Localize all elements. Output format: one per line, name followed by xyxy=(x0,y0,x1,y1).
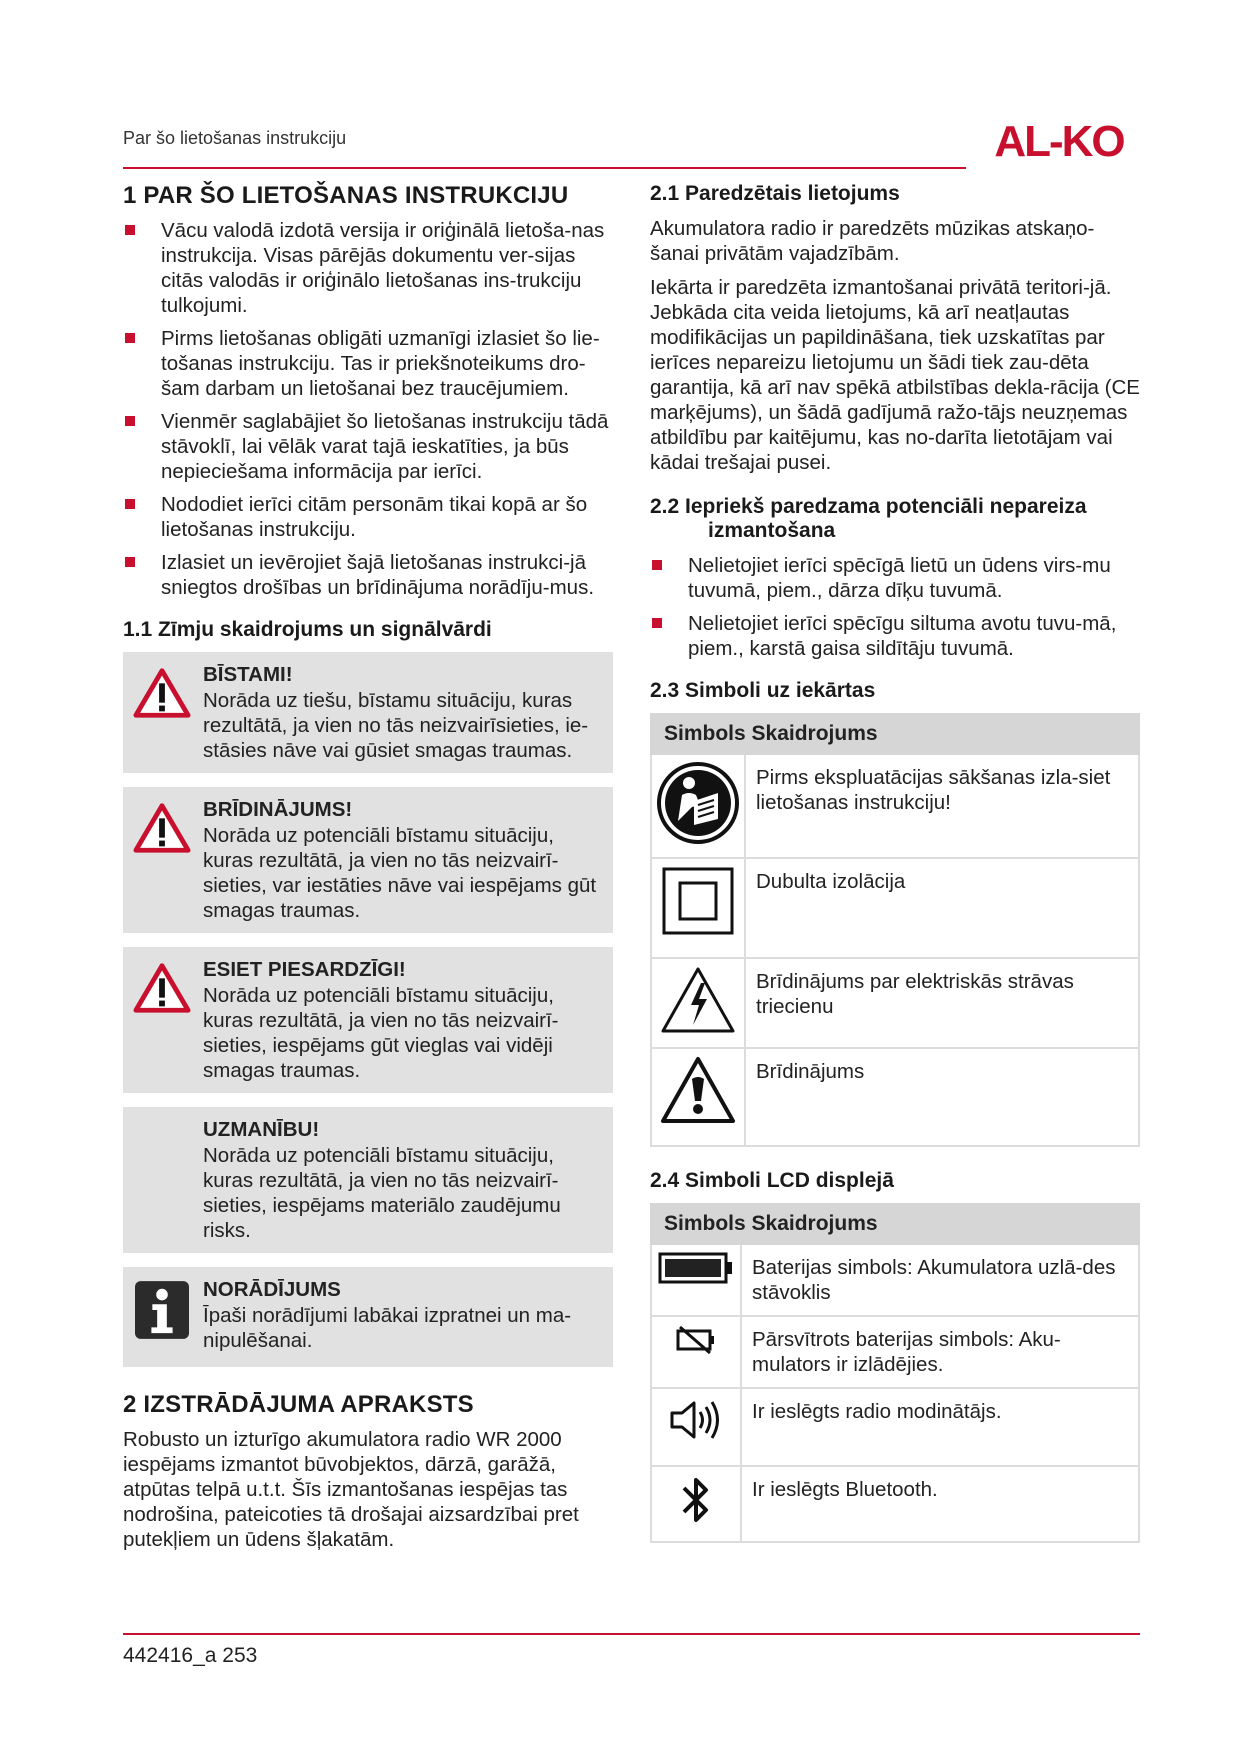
list-item: Vācu valodā izdotā versija ir oriģinālā lietoša-nas instrukcija. Visas pārējās dokumentu ver-sijas citās valodās ir oriģinālo lietošanas ins-trukciju tulkojumi. xyxy=(123,218,613,318)
table-row xyxy=(651,858,1139,958)
bluetooth-icon xyxy=(679,1473,713,1527)
warning-triangle-icon xyxy=(133,666,191,720)
device-symbols-table xyxy=(650,713,1140,1147)
paragraph: Akumulatora radio ir paredzēts mūzikas atskaņo-šanai privātām vajadzībām. xyxy=(650,217,1095,265)
signal-box-warning xyxy=(123,787,613,933)
paragraph: Iekārta ir paredzēta izmantošanai privātā teritori-jā. Jebkāda cita veida lietojums, kā arī neatļautas modifikācijas un papildināšana, tiek uzskatītas par ierīces nepareizu lietojumu un šādi tiek zau-dēta garantija, kā arī nav spēkā atbilstības dekla-rācija (CE marķējums), un šādā gadījumā ražo-tājs neuzņemas atbildību par kaitējumu, kas no-darīta lietotājam vai kādai trešajai pusei. xyxy=(650,276,1140,474)
table-row xyxy=(651,1316,1139,1388)
table-row xyxy=(651,1388,1139,1466)
symbol-cell xyxy=(651,1388,741,1466)
list-item: Vienmēr saglabājiet šo lietošanas instrukciju tādā stāvoklī, lai vēlāk varat tajā ieskatīties, ja būs nepieciešama informācija par ierīci. xyxy=(123,409,613,484)
section-2-title: 2 IZSTRĀDĀJUMA APRAKSTS xyxy=(123,1391,474,1418)
signal-box-danger xyxy=(123,652,613,773)
symbol-desc: Pirms ekspluatācijas sākšanas izla-siet lietošanas instrukciju! xyxy=(745,754,1139,858)
right-column xyxy=(650,182,1140,1565)
bullet-square-icon xyxy=(125,499,135,509)
page-number: 442416_a 253 xyxy=(123,1644,258,1667)
signal-text: Norāda uz potenciāli bīstamu situāciju, kuras rezultātā, ja vien no tās neizvairī-sieties, iespējams gūt vieglas vai vidēji smagas traumas. xyxy=(203,984,559,1082)
battery-icon xyxy=(658,1251,734,1285)
bullet-square-icon xyxy=(125,225,135,235)
warning-triangle-icon xyxy=(133,801,191,855)
double-insulation-icon xyxy=(660,865,736,937)
symbol-desc: Brīdinājums par elektriskās strāvas triecienu xyxy=(745,958,1139,1048)
header-rule xyxy=(123,167,966,169)
section-1-list xyxy=(123,218,613,600)
signal-text: Norāda uz potenciāli bīstamu situāciju, kuras rezultātā, ja vien no tās neizvairī-sieties, iespējams materiālo zaudējumu risks. xyxy=(203,1144,561,1242)
running-header: Par šo lietošanas instrukciju xyxy=(123,128,347,148)
symbol-desc: Baterijas simbols: Akumulatora uzlā-des stāvoklis xyxy=(741,1244,1139,1316)
list-item: Nelietojiet ierīci spēcīgā lietū un ūdens virs-mu tuvumā, piem., dārza dīķu tuvumā. xyxy=(650,553,1140,603)
section-2-text: Robusto un izturīgo akumulatora radio WR 2000 iespējams izmantot būvobjektos, dārzā, garāžā, atpūtas telpā u.t.t. Šīs izmantošanas iespējas tas nodrošina, pateicoties tā drošajai aizsardzībai pret putekļiem un ūdens šļakatām. xyxy=(123,1428,579,1551)
signal-title: ESIET PIESARDZĪGI! xyxy=(203,958,406,981)
signal-box-attention xyxy=(123,1107,613,1253)
symbol-cell xyxy=(651,1244,741,1316)
symbol-cell xyxy=(651,958,745,1048)
speaker-icon xyxy=(668,1395,724,1445)
symbol-desc: Ir ieslēgts Bluetooth. xyxy=(741,1466,1139,1542)
section-2-1-title: 2.1 Paredzētais lietojums xyxy=(650,182,900,205)
signal-text: Īpaši norādījumi labākai izpratnei un ma-nipulēšanai. xyxy=(203,1304,572,1352)
symbol-cell xyxy=(651,858,745,958)
bullet-square-icon xyxy=(125,416,135,426)
symbol-desc: Dubulta izolācija xyxy=(745,858,1139,958)
bullet-square-icon xyxy=(125,557,135,567)
info-icon xyxy=(135,1281,189,1339)
table-row xyxy=(651,1466,1139,1542)
signal-title: NORĀDĪJUMS xyxy=(203,1278,341,1301)
footer-rule xyxy=(123,1633,1140,1635)
table-row xyxy=(651,1244,1139,1316)
bullet-square-icon xyxy=(652,618,662,628)
alko-logo xyxy=(978,118,1140,162)
signal-text: Norāda uz potenciāli bīstamu situāciju, kuras rezultātā, ja vien no tās neizvairī-sieties, var iestāties nāve vai iespējams gūt smagas traumas. xyxy=(203,824,597,922)
logo-text: AL-KO xyxy=(994,118,1124,162)
section-2-4-title: 2.4 Simboli LCD displejā xyxy=(650,1169,894,1192)
table-row xyxy=(651,1048,1139,1146)
section-1-title: 1 PAR ŠO LIETOŠANAS INSTRUKCIJU xyxy=(123,182,569,209)
list-item: Nelietojiet ierīci spēcīgu siltuma avotu tuvu-mā, piem., karstā gaisa sildītāju tuvumā. xyxy=(650,611,1140,661)
signal-box-caution xyxy=(123,947,613,1093)
section-2-3-title: 2.3 Simboli uz iekārtas xyxy=(650,679,876,702)
list-item: Nododiet ierīci citām personām tikai kopā ar šo lietošanas instrukciju. xyxy=(123,492,613,542)
battery-empty-icon xyxy=(674,1323,718,1357)
section-2-2-title: 2.2 Iepriekš paredzama potenciāli nepareiza izmantošana xyxy=(650,495,1087,542)
list-item: Izlasiet un ievērojiet šajā lietošanas instrukci-jā sniegtos drošības un brīdinājuma norādīju-mus. xyxy=(123,550,613,600)
electric-shock-warning-icon xyxy=(659,965,737,1035)
warning-triangle-icon xyxy=(133,961,191,1015)
section-1-1-title: 1.1 Zīmju skaidrojums un signālvārdi xyxy=(123,618,492,641)
bullet-square-icon xyxy=(125,333,135,343)
left-column xyxy=(123,182,613,1561)
symbol-desc: Ir ieslēgts radio modinātājs. xyxy=(741,1388,1139,1466)
symbol-cell xyxy=(651,1466,741,1542)
symbol-desc: Pārsvītrots baterijas simbols: Aku-mulators ir izlādējies. xyxy=(741,1316,1139,1388)
bullet-square-icon xyxy=(652,560,662,570)
signal-title: BRĪDINĀJUMS! xyxy=(203,798,353,821)
signal-title: UZMANĪBU! xyxy=(203,1118,320,1141)
signal-title: BĪSTAMI! xyxy=(203,663,293,686)
signal-text: Norāda uz tiešu, bīstamu situāciju, kuras rezultātā, ja vien no tās neizvairīsieties, ie-stāsies nāve vai gūsiet smagas traumas. xyxy=(203,689,589,762)
general-warning-icon xyxy=(659,1055,737,1125)
symbol-cell xyxy=(651,1048,745,1146)
symbol-desc: Brīdinājums xyxy=(745,1048,1139,1146)
symbol-cell xyxy=(651,1316,741,1388)
table-header: Simbols Skaidrojums xyxy=(651,1204,1139,1244)
section-2-2-list xyxy=(650,553,1140,661)
table-row xyxy=(651,958,1139,1048)
symbol-cell xyxy=(651,754,745,858)
signal-box-note xyxy=(123,1267,613,1367)
list-item: Pirms lietošanas obligāti uzmanīgi izlasiet šo lie-tošanas instrukciju. Tas ir priekšnoteikums dro-šam darbam un lietošanai bez traucējumiem. xyxy=(123,326,613,401)
table-row xyxy=(651,754,1139,858)
table-header: Simbols Skaidrojums xyxy=(651,714,1139,754)
read-manual-icon xyxy=(656,761,740,845)
lcd-symbols-table xyxy=(650,1203,1140,1543)
